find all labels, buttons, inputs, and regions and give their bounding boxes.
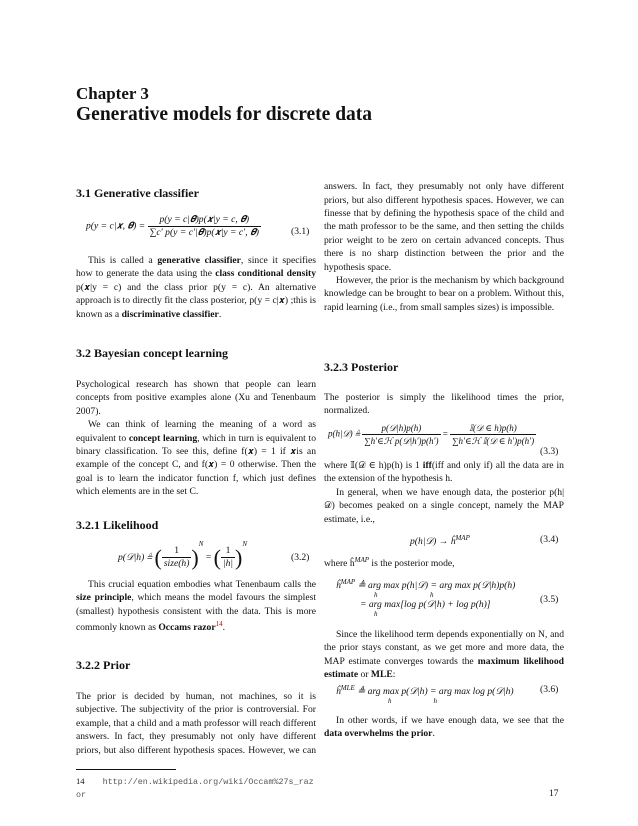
eq31-fraction: [148, 214, 261, 239]
section-3-2-2-body-part1: [76, 690, 316, 756]
section-3-2-3-body: [324, 459, 564, 526]
paragraph: In other words, if we have enough data, we see that the data overwhelms the prior.: [324, 715, 564, 740]
section-3-2-2-body-part2: [324, 180, 564, 312]
section-3-1-body: [76, 254, 316, 321]
equation-3-3: p(h|𝒟) ≜ $\frac{\text{p(𝒟|h)p(h)}}{\text{∑h′∈ℋ p(𝒟|h′)p(h′)}}$ = $\frac{\text{𝕀(𝒟 ∈ h)p(h)}}{\text{∑h′∈ℋ 𝕀(𝒟 ∈ h′)p(h′)}}$: [328, 423, 535, 446]
paragraph: This crucial equation embodies what Tenenbaum calls the size principle, which means the model favours the simplest (smallest) hypothesis consistent with the data. This is more commonly known as Occams razor$^{14}$.: [76, 579, 316, 634]
map-mode-text: [324, 554, 564, 571]
paragraph: However, the prior is the mechanism by which background knowledge can be brought to bear on a problem. Without this, rapid learning (i.e., from small samples sizes) is impossible.: [324, 275, 564, 312]
eq31-lhs: p(y = c|𝒙, 𝜽) =: [86, 220, 146, 232]
section-3-2-3-intro: [324, 391, 564, 418]
paragraph: Since the likelihood term depends exponentially on N, and the prior stays constant, as we get more and more data, the MAP estimate converges towards the maximum likelihood estimate or MLE:: [324, 629, 564, 681]
equation-3-5: $ĥ^{MAP}$ ≜ arg max p(h|𝒟) = arg max p(𝒟|h)p(h) h h = arg max[log p(𝒟|h) + log p(h)] h: [336, 578, 516, 619]
equation-3-2: p(𝒟|h) ≜ ( $\frac{1}{\text{size(h)}}$ )$^N$ = ( $\frac{1}{|h|}$ )$^N$: [118, 540, 248, 570]
section-3-2-1-body: [76, 578, 316, 635]
paragraph: The prior is decided by human, not machines, so it is subjective. The subjectivity of the prior is controversial. For example, that a child and a math professor will reach different answers. In fact, they presumably not only have different priors, but also different hypothesis spaces. However, we can: [76, 691, 316, 756]
eq32-fraction-2: $\frac{1}{|h|}$: [222, 545, 234, 570]
equation-tag-3-5: (3.5): [540, 594, 559, 605]
paragraph: where $ĥ^{MAP}$ is the posterior mode,: [324, 556, 455, 570]
equation-tag-3-3: (3.3): [540, 446, 559, 457]
chapter-title: Generative models for discrete data: [76, 104, 373, 125]
page-number: 17: [549, 788, 559, 799]
paragraph: This is called a generative classifier, since it specifies how to generate the data using the class conditional density p(𝒙|y = c) and the class prior p(y = c). An alternative approach is to directly fit the class posterior, p(y = c|𝒙) ;this is known as a discriminative classifier.: [76, 255, 316, 320]
footnote-ref[interactable]: 14: [215, 620, 223, 629]
section-heading-3-1: 3.1 Generative classifier: [76, 186, 199, 200]
equation-tag-3-2: (3.2): [291, 552, 310, 563]
equation-tag-3-6: (3.6): [540, 684, 559, 695]
paragraph: where 𝕀(𝒟 ∈ h)p(h) is 1 iff(iff and only if) all the data are in the extension of the hypothesis h.: [324, 460, 564, 485]
footnote-rule: [76, 769, 176, 770]
section-heading-3-2: 3.2 Bayesian concept learning: [76, 346, 228, 360]
paragraph: We can think of learning the meaning of a word as equivalent to concept learning, which in turn is equivalent to binary classification. To see this, define f(𝒙) = 1 if 𝒙is an example of the concept C, and f(𝒙) = 0 otherwise. Then the goal is to learn the indicator function f, which just defines which elements are in the set C.: [76, 419, 316, 498]
equation-3-6: $ĥ^{MLE}$ ≜ arg max p(𝒟|h) = arg max log p(𝒟|h) h h: [336, 684, 514, 706]
mle-text: [324, 628, 564, 682]
paragraph-continued: answers. In fact, they presumably not only have different priors, but also different hypothesis spaces. However, we can finesse that by defining the hypothesis space of the child and the math professor to be the same, and then setting the childs prior weight to be zero on certain advanced concepts. Thus there is no sharp distinction between the prior and the hypothesis space.: [324, 181, 564, 273]
equation-3-4: p(h|𝒟) → $ĥ^{MAP}$: [410, 534, 470, 548]
eq32-fraction-1: $\frac{1}{\text{size(h)}}$: [163, 545, 190, 570]
section-heading-3-2-3: 3.2.3 Posterior: [324, 360, 399, 374]
equation-tag-3-1: (3.1): [291, 226, 310, 237]
paragraph: The posterior is simply the likelihood times the prior, normalized.: [324, 392, 564, 417]
section-3-2-body: [76, 378, 316, 499]
section-heading-3-2-2: 3.2.2 Prior: [76, 658, 131, 672]
conclusion-text: [324, 714, 564, 741]
eq31-denominator: ∑c′ p(y = c′|𝜽)p(𝒙|y = c′, 𝜽): [149, 227, 259, 238]
eq31-numerator: p(y = c|𝜽)p(𝒙|y = c, 𝜽): [148, 214, 261, 227]
eq32-lhs: p(𝒟|h) ≜: [118, 552, 153, 563]
equation-3-1: [86, 214, 261, 239]
footnote-link[interactable]: http://en.wikipedia.org/wiki/Occam%27s_razor: [76, 777, 314, 800]
section-heading-3-2-1: 3.2.1 Likelihood: [76, 518, 159, 532]
footnote: [76, 775, 316, 801]
paragraph: In general, when we have enough data, the posterior p(h|𝒟) becomes peaked on a single concept, namely the MAP estimate, i.e.,: [324, 486, 564, 525]
chapter-number: Chapter 3: [76, 84, 149, 103]
footnote-mark: 14: [76, 776, 85, 786]
equation-tag-3-4: (3.4): [540, 534, 559, 545]
paragraph: Psychological research has shown that people can learn concepts from positive examples alone (Xu and Tenenbaum 2007).: [76, 379, 316, 417]
